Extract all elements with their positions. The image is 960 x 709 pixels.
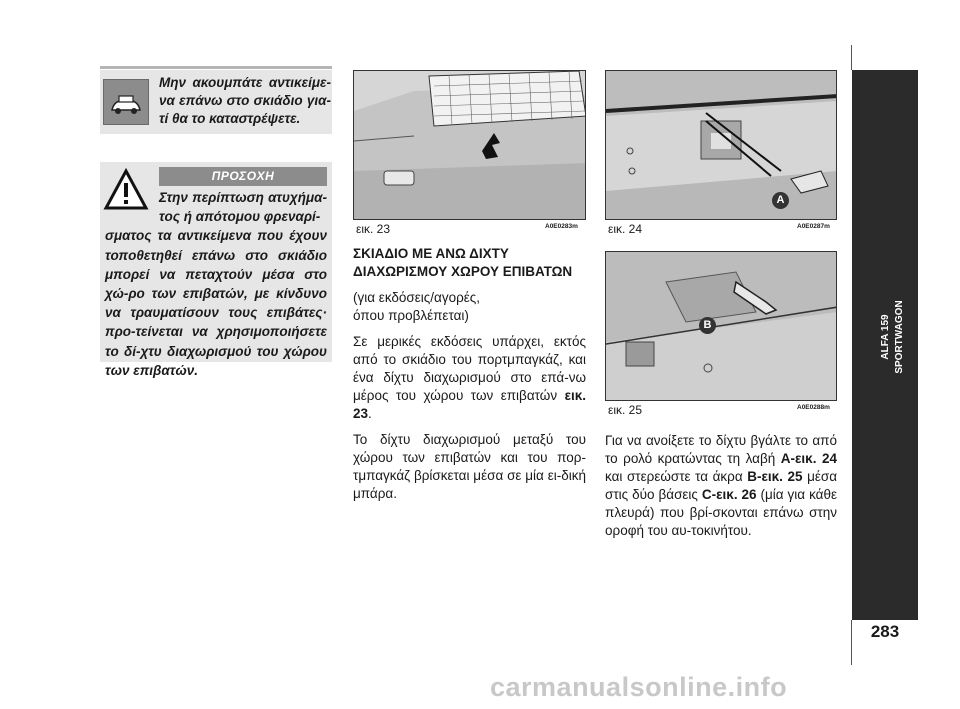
paragraph-1-end: . xyxy=(368,406,372,421)
warning-title: ΠΡΟΣΟΧΗ xyxy=(159,167,327,186)
figure-25-caption: εικ. 25 xyxy=(608,403,643,417)
heading-line-2: ΔΙΑΧΩΡΙΣΜΟΥ ΧΩΡΟΥ ΕΠΙΒΑΤΩΝ xyxy=(353,264,573,279)
figure-25-label: B xyxy=(699,317,716,334)
figure-25-image xyxy=(605,251,837,401)
figure-24-caption: εικ. 24 xyxy=(608,222,643,236)
warning-text-rest: σματος τα αντικείμενα που έχουν τοποθετηθεί επάνω στο σκιάδιο μπορεί να πεταχτούν μέσα στο χώ-ρο των επιβατών, με κίνδυνο να τραυματίσουν τους επιβάτες· προ-τείνεται να χρησιμοποιήσετε το δί-χτυ διαχωρισμού του χώρου των επιβατών. xyxy=(105,228,327,378)
sidebar-model-label: ALFA 159 SPORTWAGON xyxy=(880,300,905,374)
paragraph-1-ref: εικ. 23 xyxy=(353,388,586,421)
paragraph-1-text: Σε μερικές εκδόσεις υπάρχει, εκτός από το σκιάδιο του πορτμπαγκάζ, και ένα δίχτυ διαχωρισμού στο επά-νω μέρος του χώρου των επιβατών xyxy=(353,334,586,403)
figure-23-image xyxy=(353,70,586,220)
figure-24-label: A xyxy=(772,192,789,209)
sidebar-top-line xyxy=(851,45,852,70)
figure-25-code: A0E0288m xyxy=(797,404,830,411)
figure-24-image xyxy=(605,70,837,220)
right-ref-3: C-εικ. 26 xyxy=(701,487,757,502)
right-ref-1: A-εικ. 24 xyxy=(780,451,837,466)
note-top-rule xyxy=(100,66,332,69)
heading-line-1: ΣΚΙΑΔΙΟ ΜΕ ΑΝΩ ΔΙΧΤΥ xyxy=(353,246,509,261)
paragraph-2: Το δίχτυ διαχωρισμού μεταξύ του χώρου των επιβατών και του πορ-τμπαγκάζ βρίσκεται μέσα σε μία ει-δική μπάρα. xyxy=(353,432,586,501)
figure-23-code: A0E0283m xyxy=(545,223,578,230)
section-body xyxy=(353,245,586,511)
note-text: Μην ακουμπάτε αντικείμε-να επάνω στο σκιάδιο για-τί θα το καταστρέψετε. xyxy=(159,75,331,126)
right-ref-2: B-εικ. 25 xyxy=(747,469,803,484)
subtitle-line-2: όπου προβλέπεται) xyxy=(353,308,469,323)
right-text-1: Για να ανοίξετε το δίχτυ βγάλτε το από το ρολό κρατώντας τη λαβή xyxy=(605,433,837,466)
right-text-4: (μία για κάθε πλευρά) που βρί-σκονται επάνω στην οροφή του αυ-τοκινήτου. xyxy=(605,487,837,538)
figure-23-caption: εικ. 23 xyxy=(356,222,391,236)
section-heading xyxy=(353,245,586,281)
page-number: 283 xyxy=(870,622,900,641)
right-paragraph xyxy=(605,432,837,540)
warning-text xyxy=(105,188,327,380)
right-text-3: μέσα στις δύο βάσεις xyxy=(605,469,837,502)
figure-24-code: A0E0287m xyxy=(797,223,830,230)
right-text-2: και στερεώστε τα άκρα xyxy=(605,469,748,484)
section-subtitle xyxy=(353,289,586,325)
paragraph-1 xyxy=(353,333,586,423)
subtitle-line-1: (για εκδόσεις/αγορές, xyxy=(353,290,481,305)
car-cargo-icon xyxy=(103,79,149,125)
warning-text-first: Στην περίπτωση ατυχήμα-τος ή απότομου φρεναρί- xyxy=(159,190,327,225)
watermark: carmanualsonline.info xyxy=(490,672,788,702)
